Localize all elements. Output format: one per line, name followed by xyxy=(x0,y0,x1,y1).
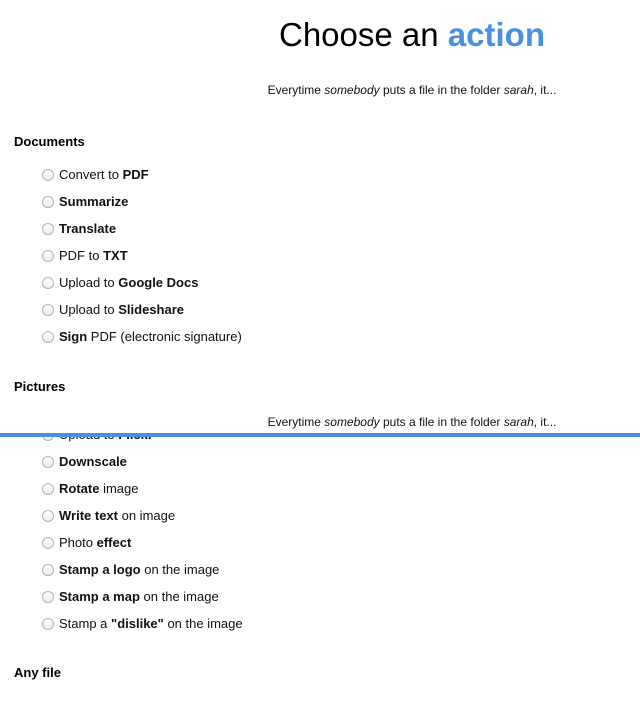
text-segment: puts a file in the folder xyxy=(379,414,504,429)
action-option[interactable] xyxy=(0,222,640,236)
action-option[interactable] xyxy=(0,563,640,577)
action-option[interactable] xyxy=(0,330,640,344)
radio-button[interactable] xyxy=(42,277,54,289)
text-segment: Stamp a xyxy=(59,616,112,631)
option-label xyxy=(59,249,128,263)
sticky-subtitle xyxy=(268,415,557,429)
section-documents xyxy=(0,134,640,344)
radio-button[interactable] xyxy=(42,510,54,522)
options-list-documents xyxy=(0,168,640,344)
radio-button[interactable] xyxy=(42,223,54,235)
text-segment: Photo xyxy=(59,535,97,550)
text-segment: PDF xyxy=(122,167,149,182)
option-label xyxy=(59,509,175,523)
sticky-subtitle-bar xyxy=(0,410,640,437)
action-option[interactable] xyxy=(0,482,640,496)
text-segment: on the image xyxy=(140,562,220,577)
option-label xyxy=(59,590,219,604)
text-segment: Rotate xyxy=(59,481,100,496)
option-label xyxy=(59,330,242,344)
action-option[interactable] xyxy=(0,303,640,317)
radio-button[interactable] xyxy=(42,618,54,630)
text-segment: , it... xyxy=(533,414,557,429)
action-option[interactable] xyxy=(0,276,640,290)
text-segment: Downscale xyxy=(59,454,127,469)
text-segment: Convert to xyxy=(59,167,123,182)
text-segment: Everytime xyxy=(267,83,325,97)
text-segment: Upload to xyxy=(59,275,119,290)
text-segment: , it... xyxy=(533,83,557,97)
text-segment: PDF to xyxy=(59,248,104,263)
text-segment: Google Docs xyxy=(118,275,199,290)
radio-button[interactable] xyxy=(42,304,54,316)
option-label xyxy=(59,482,138,496)
option-label xyxy=(59,303,184,317)
action-option[interactable] xyxy=(0,536,640,550)
radio-button[interactable] xyxy=(42,169,54,181)
action-option[interactable] xyxy=(0,168,640,182)
text-segment: on the image xyxy=(163,616,243,631)
text-segment: Translate xyxy=(59,221,117,236)
radio-button[interactable] xyxy=(42,564,54,576)
text-segment: on the image xyxy=(139,589,219,604)
action-option[interactable] xyxy=(0,249,640,263)
text-segment: on image xyxy=(118,508,176,523)
radio-button[interactable] xyxy=(42,483,54,495)
page-title xyxy=(0,14,640,56)
radio-button[interactable] xyxy=(42,456,54,468)
text-segment: Sign xyxy=(59,329,88,344)
text-segment: somebody xyxy=(324,414,380,429)
option-label xyxy=(59,276,198,290)
option-label xyxy=(59,455,127,469)
section-anyfile xyxy=(0,665,640,680)
text-segment: somebody xyxy=(324,83,380,97)
subtitle xyxy=(0,83,640,97)
action-option[interactable] xyxy=(0,195,640,209)
text-segment: sarah xyxy=(503,414,534,429)
section-heading-pictures: Pictures xyxy=(14,379,66,394)
text-segment: PDF (electronic signature) xyxy=(87,329,242,344)
text-segment: image xyxy=(99,481,139,496)
text-segment: sarah xyxy=(503,83,534,97)
choose-action-page xyxy=(0,14,640,680)
text-segment: effect xyxy=(96,535,132,550)
text-segment: puts a file in the folder xyxy=(379,83,504,97)
radio-button[interactable] xyxy=(42,331,54,343)
text-segment: Slideshare xyxy=(118,302,185,317)
text-segment: Upload to xyxy=(59,302,119,317)
text-segment: action xyxy=(447,16,545,53)
text-segment: Choose an xyxy=(279,16,448,53)
radio-button[interactable] xyxy=(42,591,54,603)
text-segment: Stamp a map xyxy=(59,589,140,604)
option-label xyxy=(59,563,219,577)
option-label xyxy=(59,617,243,631)
action-option[interactable] xyxy=(0,617,640,631)
text-segment: Write text xyxy=(59,508,118,523)
text-segment: Stamp a logo xyxy=(59,562,141,577)
option-label xyxy=(59,536,131,550)
text-segment: TXT xyxy=(103,248,128,263)
action-option[interactable] xyxy=(0,455,640,469)
action-option[interactable] xyxy=(0,590,640,604)
action-option[interactable] xyxy=(0,509,640,523)
option-label xyxy=(59,195,128,209)
radio-button[interactable] xyxy=(42,196,54,208)
radio-button[interactable] xyxy=(42,250,54,262)
options-list-pictures xyxy=(0,428,640,631)
option-label xyxy=(59,222,116,236)
section-heading-anyfile: Any file xyxy=(14,665,61,680)
option-label xyxy=(59,168,149,182)
text-segment: Everytime xyxy=(267,414,325,429)
text-segment: "dislike" xyxy=(111,616,164,631)
radio-button[interactable] xyxy=(42,537,54,549)
section-heading-documents: Documents xyxy=(14,134,85,149)
text-segment: Summarize xyxy=(59,194,129,209)
